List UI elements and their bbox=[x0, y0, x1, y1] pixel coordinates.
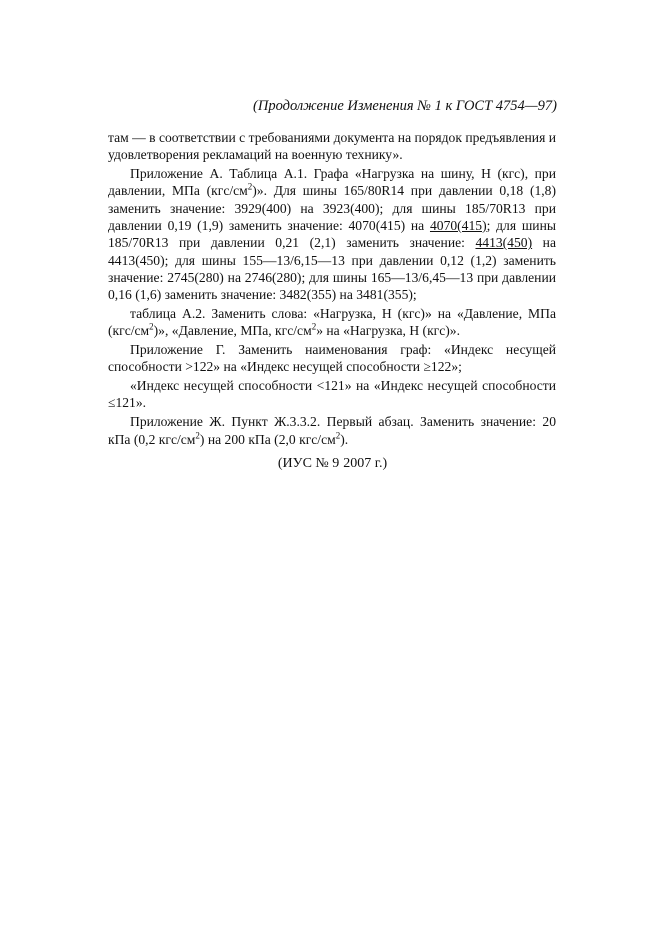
text-segment: Приложение А. Таблица А.1. Графа «Нагрузка на шину, Н (кгс), при давлении, МПа (кгс/см bbox=[108, 166, 556, 199]
text-segment: ) на 200 кПа (2,0 кгс/см bbox=[199, 431, 336, 447]
text-segment: )», «Давление, МПа, кгс/см bbox=[153, 323, 312, 339]
superscript: 2 bbox=[195, 430, 200, 441]
ius-year: 2007 г.) bbox=[343, 456, 388, 471]
text-segment: на 4413(450); для шины 155—13/6,15—13 при давлении 0,12 (1,2) заменить значение: 2745(280) на 2746(280); для шины 165—13/6,45—13 при давлении 0,16 (1,6) заменить значение: 3482(355) на 3481(355); bbox=[108, 235, 556, 303]
text-segment: ). bbox=[340, 431, 349, 447]
ius-issue: (ИУС № 9 bbox=[277, 456, 340, 471]
continuation-header: (Продолжение Изменения № 1 к ГОСТ 4754—97) bbox=[253, 98, 557, 114]
paragraph-appendix-zh bbox=[108, 413, 556, 448]
paragraph-military-claims: там — в соответствии с требованиями документа на порядок предъявления и удовлетворения рекламаций на военную технику». bbox=[108, 130, 556, 163]
paragraph-appendix-g-continued: «Индекс несущей способности <121» на «Индекс несущей способности ≤121». bbox=[108, 378, 556, 411]
paragraph-appendix-a-table-a1 bbox=[108, 165, 556, 303]
superscript: 2 bbox=[335, 430, 341, 441]
text-segment: таблица А.2. Заменить слова: «Нагрузка, Н (кгс)» на «Давление, МПа (кгс/см bbox=[108, 305, 556, 339]
paragraph-table-a2 bbox=[108, 305, 556, 340]
underlined-value: 4070(415) bbox=[429, 217, 487, 233]
superscript: 2 bbox=[247, 181, 253, 192]
superscript: 2 bbox=[311, 321, 317, 332]
ius-reference bbox=[0, 456, 661, 472]
text-segment: )». Для шины 165/80R14 при давлении 0,18 (1,8) заменить значение: 3929(400) на 3923(400); для шины 185/70R13 при давлении 0,19 (1,9) заменить значение: 4070(415) на bbox=[108, 183, 556, 233]
text-segment: ; для шины 185/70R13 при давлении 0,21 (2,1) заменить значение: bbox=[108, 217, 556, 251]
text-segment: » на «Нагрузка, Н (кгс)». bbox=[316, 323, 461, 339]
amendment-body bbox=[108, 129, 556, 449]
paragraph-appendix-g: Приложение Г. Заменить наименования граф: «Индекс несущей способности >122» на «Индекс несущей способности ≥122»; bbox=[108, 342, 556, 375]
underlined-value: 4413(450) bbox=[475, 235, 533, 251]
text-segment: Приложение Ж. Пункт Ж.3.3.2. Первый абзац. Заменить значение: 20 кПа (0,2 кгс/см bbox=[108, 414, 556, 447]
superscript: 2 bbox=[149, 321, 154, 332]
